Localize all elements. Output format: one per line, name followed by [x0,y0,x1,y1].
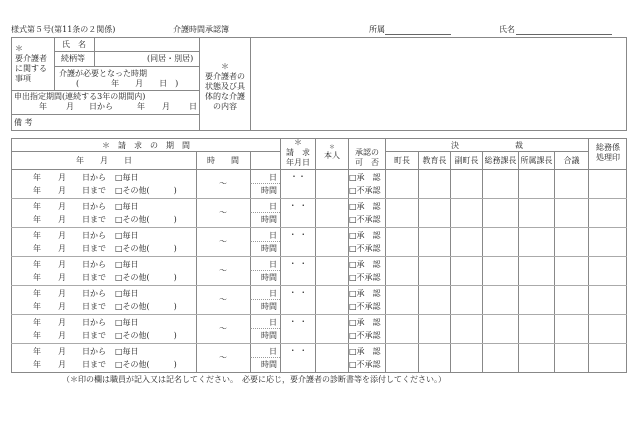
from-year: 年 [33,318,41,327]
approver-header-mayor: 町長 [394,156,410,165]
to-month: 月 [58,331,66,340]
table-row [12,199,627,227]
reject-checkbox[interactable]: □不承認 [349,215,381,224]
table-row [12,170,627,198]
time-range-field[interactable]: ～ [219,266,227,275]
unit-divider [250,270,280,271]
hour-count-field[interactable]: 時間 [261,331,277,340]
unit-divider [250,212,280,213]
relation-options: (同居・別居) [147,54,194,63]
designated-period-field[interactable] [12,102,199,113]
day-count-field[interactable]: 日 [269,231,277,240]
care-condition-label-line: 体的な介護 [205,92,245,101]
time-range-field[interactable]: ～ [219,179,227,188]
approve-checkbox[interactable]: □承 認 [349,289,381,298]
from-day: 日から [82,231,106,240]
divider [54,37,55,90]
self-signature-field[interactable] [316,315,348,342]
to-month: 月 [58,360,66,369]
self-signature-field[interactable] [316,170,348,197]
to-month: 月 [58,273,66,282]
other-checkbox[interactable]: □その他( ) [115,331,177,340]
to-month: 月 [58,186,66,195]
request-date-field[interactable]: ・・ [290,172,306,181]
group-label-line: に関する [15,64,47,73]
to-month: 月 [58,215,66,224]
unit-divider [250,241,280,242]
to-year: 年 [33,360,41,369]
other-checkbox[interactable]: □その他( ) [115,273,177,282]
from-day: 日から [82,289,106,298]
hour-count-field[interactable]: 時間 [261,360,277,369]
year-unit: 年 [137,102,145,111]
request-date-field[interactable]: ・ ・ [288,259,308,268]
hour-count-field[interactable]: 時間 [261,244,277,253]
request-date-field[interactable]: ・ ・ [288,288,308,297]
daily-checkbox[interactable]: □毎日 [115,289,139,298]
care-condition-label-line: 状態及び具 [205,82,245,91]
other-checkbox[interactable]: □その他( ) [115,360,177,369]
approver-header-department-chief: 所属課長 [520,156,553,165]
unit-divider [250,183,280,184]
from-year: 年 [33,231,41,240]
request-date-header: 年月日 [286,158,310,167]
to-year: 年 [33,215,41,224]
approve-checkbox[interactable]: □承 認 [349,173,381,182]
designated-period-label: 申出指定期間(連続する3年の期間内) [14,92,146,101]
to-day: 日まで [82,360,106,369]
request-date-header: 請 求 [286,148,310,157]
self-signature-field[interactable] [316,286,348,313]
approver-header-deputy-mayor: 副町長 [454,156,479,165]
applicant-name-label: 氏名 [499,25,515,34]
request-date-field[interactable]: ・ ・ [288,317,308,326]
relation-label: 続柄等 [61,54,85,63]
from-year: 年 [33,347,41,356]
table-row [12,344,627,372]
reject-checkbox[interactable]: □不承認 [349,302,381,311]
reject-checkbox[interactable]: □不承認 [349,331,381,340]
table-row [12,257,627,285]
request-date-field[interactable]: ・ ・ [288,201,308,210]
remarks-label: 備 考 [14,118,33,127]
to-day: 日まで [82,273,106,282]
from-day: 日から [82,173,106,182]
form-number: 様式第５号(第11条の２関係) [11,25,116,34]
approve-checkbox[interactable]: □承 認 [349,260,381,269]
date-header: 年 月 日 [76,156,132,165]
time-header: 時 間 [207,156,239,165]
care-needed-label: 介護が必要となった時期 [59,69,147,78]
year-unit: 年 [39,102,47,111]
daily-checkbox[interactable]: □毎日 [115,202,139,211]
other-checkbox[interactable]: □その他( ) [115,244,177,253]
other-checkbox[interactable]: □その他( ) [115,215,177,224]
hour-count-field[interactable]: 時間 [261,302,277,311]
month-unit: 月 [66,102,74,111]
care-condition-label-line: の内容 [213,102,237,111]
relation-field[interactable] [95,52,145,65]
reject-checkbox[interactable]: □不承認 [349,244,381,253]
self-signature-field[interactable] [316,344,348,371]
to-day: 日まで [82,331,106,340]
footnote: （＊印の欄は職員が記入又は記名してください。 必要に応じ，要介護者の診断書等を添付してください。） [62,375,446,384]
applicant-name-field[interactable] [516,34,612,35]
day-count-field[interactable]: 日 [269,318,277,327]
time-range-field[interactable]: ～ [219,295,227,304]
time-range-field[interactable]: ～ [219,324,227,333]
from-year: 年 [33,173,41,182]
form-title: 介護時間承認簿 [173,25,229,34]
approve-checkbox[interactable]: □承 認 [349,318,381,327]
admin-header: 総務係 [596,143,620,152]
request-date-field[interactable]: ・ ・ [288,346,308,355]
affiliation-field[interactable] [385,34,451,35]
period-header: ＊ 請 求 の 期 間 [102,141,190,150]
unit-divider [250,299,280,300]
time-range-field[interactable]: ～ [219,208,227,217]
time-range-field[interactable]: ～ [219,237,227,246]
from-day: 日から [82,202,106,211]
from-day: 日から [82,347,106,356]
hour-count-field[interactable]: 時間 [261,215,277,224]
self-signature-field[interactable] [316,257,348,284]
reject-checkbox[interactable]: □不承認 [349,273,381,282]
asterisk-mark: ＊ [15,44,23,53]
other-checkbox[interactable]: □その他( ) [115,302,177,311]
caregiver-name-field[interactable] [95,38,199,51]
from-month: 月 [58,260,66,269]
care-needed-date-field[interactable]: ( 年 月 日 ) [76,79,179,88]
asterisk-mark: ＊ [294,138,302,147]
approver-header-superintendent: 教育長 [422,156,447,165]
care-condition-label-line: 要介護者の [205,72,245,81]
approver-header-general-affairs-chief: 総務課長 [484,156,517,165]
to-year: 年 [33,244,41,253]
day-count-field[interactable]: 日 [269,260,277,269]
self-header: 本人 [324,151,340,160]
from-day: 日から [82,318,106,327]
daily-checkbox[interactable]: □毎日 [115,318,139,327]
approve-checkbox[interactable]: □承 認 [349,202,381,211]
divider [11,90,200,91]
from-month: 月 [58,318,66,327]
group-label-line: 事項 [15,74,31,83]
caregiver-name-label: 氏 名 [62,40,86,49]
self-signature-field[interactable] [316,199,348,226]
to-year: 年 [33,186,41,195]
from-day: 日から [82,260,106,269]
self-signature-field[interactable] [316,228,348,255]
from-month: 月 [58,347,66,356]
approval-header: 可 否 [355,158,379,167]
reject-checkbox[interactable]: □不承認 [349,360,381,369]
approve-checkbox[interactable]: □承 認 [349,347,381,356]
unit-divider [250,328,280,329]
group-label-line: 要介護者 [15,54,47,63]
approve-checkbox[interactable]: □承 認 [349,231,381,240]
to-day: 日まで [82,215,106,224]
asterisk-mark: ＊ [328,144,335,151]
month-unit: 月 [162,102,170,111]
to-year: 年 [33,302,41,311]
daily-checkbox[interactable]: □毎日 [115,231,139,240]
from-month: 月 [58,173,66,182]
to-day: 日まで [82,244,106,253]
admin-header: 処理印 [596,153,620,162]
divider [385,151,588,152]
reject-checkbox[interactable]: □不承認 [349,186,381,195]
table-row [12,228,627,256]
decision-header: 決 裁 [451,141,523,150]
to-year: 年 [33,273,41,282]
to-month: 月 [58,302,66,311]
to-month: 月 [58,244,66,253]
day-count-field[interactable]: 日 [269,289,277,298]
daily-checkbox[interactable]: □毎日 [115,347,139,356]
care-condition-field[interactable] [250,37,627,131]
approval-header: 承認の [355,148,379,157]
from-month: 月 [58,289,66,298]
approver-header-consultation: 合議 [563,156,580,165]
table-row [12,286,627,314]
day-count-field[interactable]: 日 [269,347,277,356]
day-count-field[interactable]: 日 [269,173,277,182]
table-row [12,315,627,343]
from-month: 月 [58,231,66,240]
other-checkbox[interactable]: □その他( ) [115,186,177,195]
day-count-field[interactable]: 日 [269,202,277,211]
day-unit: 日 [189,102,197,111]
remarks-field[interactable] [40,115,198,130]
to-day: 日まで [82,302,106,311]
to-day: 日まで [82,186,106,195]
from-unit: 日から [89,102,113,111]
unit-divider [250,357,280,358]
hour-count-field[interactable]: 時間 [261,273,277,282]
asterisk-mark: ＊ [221,62,229,71]
from-year: 年 [33,289,41,298]
affiliation-label: 所属 [369,25,385,34]
divider [11,151,280,152]
from-month: 月 [58,202,66,211]
hour-count-field[interactable]: 時間 [261,186,277,195]
from-year: 年 [33,202,41,211]
daily-checkbox[interactable]: □毎日 [115,260,139,269]
from-year: 年 [33,260,41,269]
divider [54,66,200,67]
to-year: 年 [33,331,41,340]
request-date-field[interactable]: ・ ・ [288,230,308,239]
time-range-field[interactable]: ～ [219,353,227,362]
daily-checkbox[interactable]: □毎日 [115,173,139,182]
